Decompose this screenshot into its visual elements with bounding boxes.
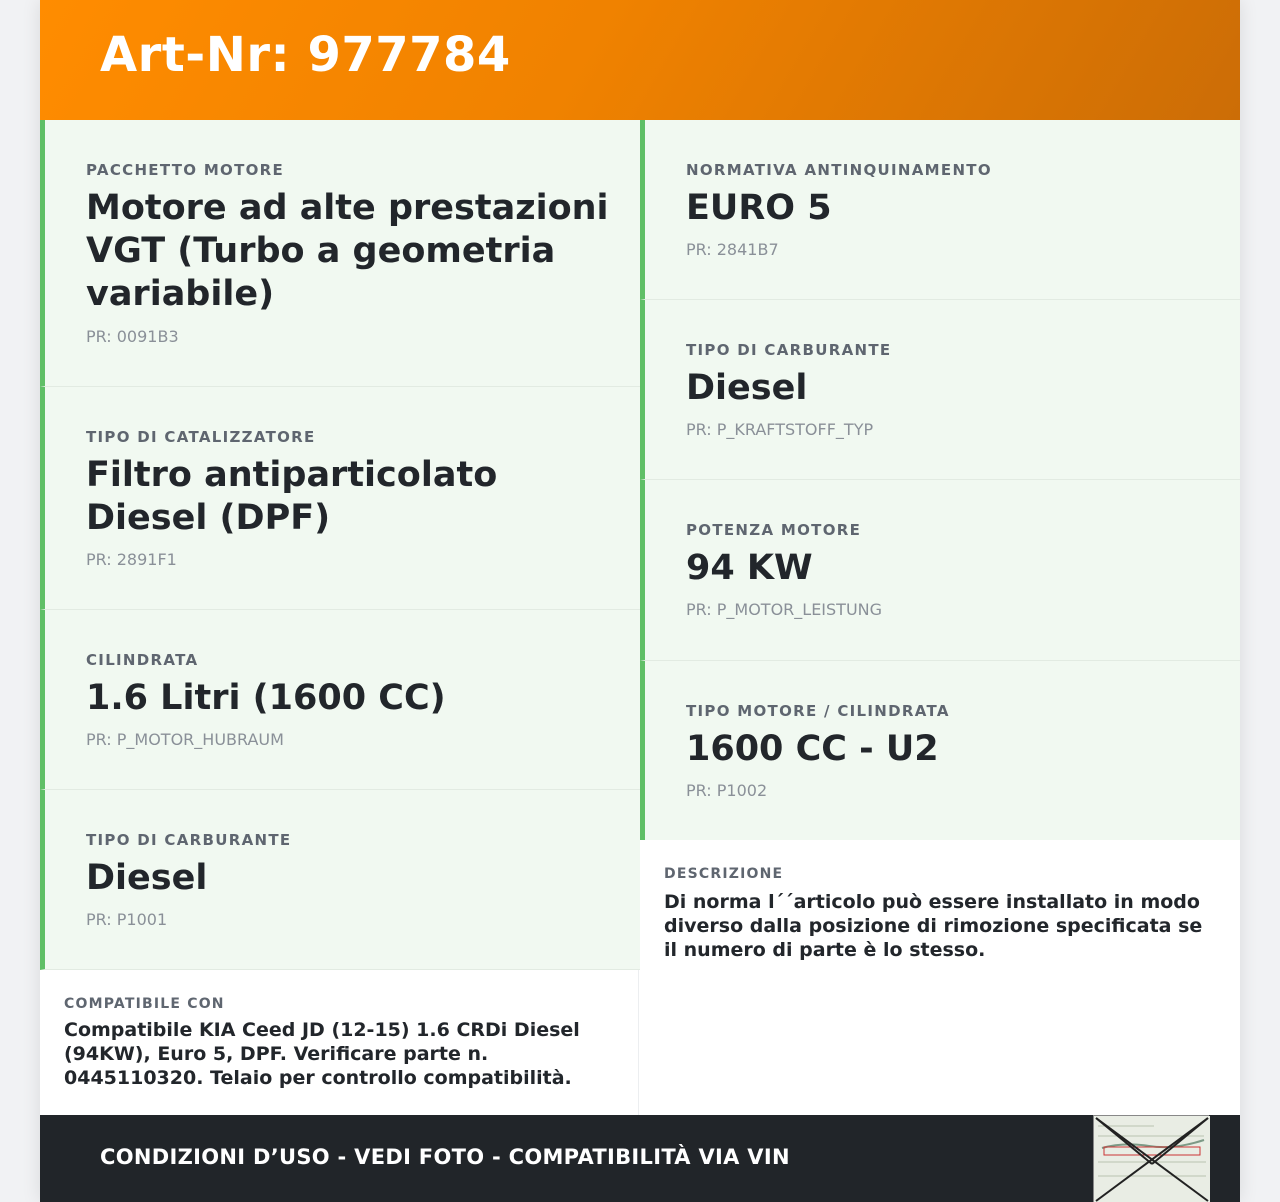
article-header [40,0,1240,120]
spec-label: CILINDRATA [86,651,199,669]
spec-grid [40,120,1240,1115]
spec-code: PR: P1001 [86,910,168,929]
spec-tipo-motore [640,661,1240,841]
vehicle-document-stamp-icon [1093,1115,1209,1202]
spec-normativa [640,120,1240,300]
spec-code: PR: P1002 [686,781,768,800]
spec-cilindrata [40,610,640,790]
spec-code: PR: 2841B7 [686,240,779,259]
article-card [40,0,1240,1202]
spec-value: EURO 5 [686,188,832,228]
spec-value: Diesel [686,368,808,408]
compat-label: COMPATIBILE CON [64,996,225,1012]
descrizione-text: Di norma l´´articolo può essere installato in modo diverso dalla posizione di rimozione specificata se il numero di parte è lo stesso. [664,891,1203,961]
spec-label: PACCHETTO MOTORE [86,161,285,179]
spec-value: Diesel [86,858,208,898]
spec-tipo-catalizzatore [40,387,640,610]
spec-pacchetto-motore [40,120,640,387]
spec-label: TIPO DI CATALIZZATORE [86,428,316,446]
compat-section [40,970,639,1115]
descrizione-label: DESCRIZIONE [664,866,784,882]
spec-column-right [640,120,1240,841]
spec-value: Filtro antiparticolato Diesel (DPF) [86,455,498,538]
spec-value: 94 KW [686,548,813,588]
descrizione-section [640,840,1240,1115]
spec-tipo-carburante [40,790,640,970]
spec-code: PR: 2891F1 [86,550,177,569]
footer-bar [40,1115,1240,1202]
spec-label: TIPO MOTORE / CILINDRATA [686,702,950,720]
spec-label: POTENZA MOTORE [686,521,862,539]
spec-code: PR: P_KRAFTSTOFF_TYP [686,420,874,439]
spec-value: 1.6 Litri (1600 CC) [86,678,446,718]
spec-label: TIPO DI CARBURANTE [686,341,892,359]
spec-label: NORMATIVA ANTINQUINAMENTO [686,161,992,179]
article-number-title: Art-Nr: 977784 [100,27,511,83]
spec-code: PR: P_MOTOR_HUBRAUM [86,730,284,749]
spec-potenza-motore [640,480,1240,661]
spec-code: PR: 0091B3 [86,327,179,346]
spec-value: 1600 CC - U2 [686,729,939,769]
spec-tipo-carburante-2 [640,300,1240,480]
spec-label: TIPO DI CARBURANTE [86,831,292,849]
compat-text: Compatibile KIA Ceed JD (12-15) 1.6 CRDi Diesel (94KW), Euro 5, DPF. Verificare parte n. 0445110320. Telaio per controllo compatibilità. [64,1019,580,1089]
spec-value: Motore ad alte prestazioni VGT (Turbo a geometria variabile) [86,188,609,314]
footer-text: CONDIZIONI D’USO - VEDI FOTO - COMPATIBILITÀ VIA VIN [100,1145,790,1169]
spec-column-left [40,120,640,970]
spec-code: PR: P_MOTOR_LEISTUNG [686,600,883,619]
